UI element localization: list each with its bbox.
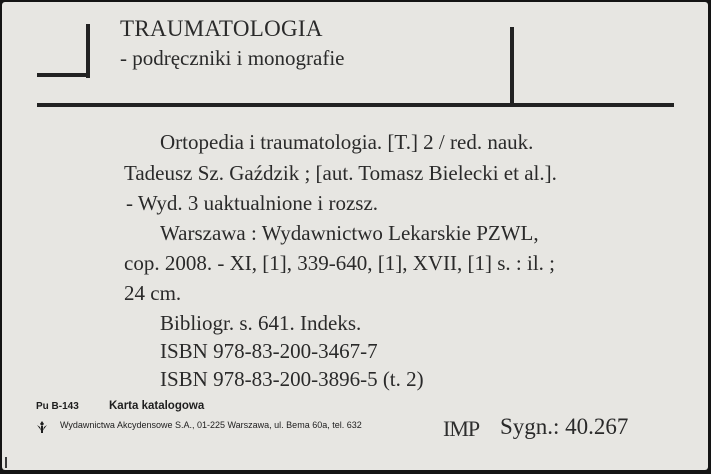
form-code: Pu B-143	[36, 401, 79, 412]
header-divider-horizontal	[37, 103, 674, 107]
subject-heading: TRAUMATOLOGIA	[120, 16, 323, 41]
call-number: Sygn.: 40.267	[500, 414, 629, 439]
catalog-card	[2, 2, 708, 470]
edge-mark	[5, 457, 7, 468]
subject-subheading: - podręczniki i monografie	[120, 46, 345, 70]
entry-line-isbn-2: ISBN 978-83-200-3896-5 (t. 2)	[160, 367, 424, 391]
publisher-logo-icon	[35, 420, 49, 434]
form-title: Karta katalogowa	[109, 400, 205, 412]
entry-line-notes: Bibliogr. s. 641. Indeks.	[160, 311, 362, 335]
publisher-imprint: Wydawnictwa Akcydensowe S.A., 01-225 Warszawa, ul. Bema 60a, tel. 632	[60, 420, 362, 430]
corner-mark-vertical	[86, 24, 90, 78]
header-divider-vertical	[510, 27, 514, 107]
entry-line-title: Ortopedia i traumatologia. [T.] 2 / red. nauk.	[160, 130, 534, 154]
imp-stamp: IMP	[443, 416, 480, 441]
entry-line-publisher: Warszawa : Wydawnictwo Lekarskie PZWL,	[160, 221, 539, 245]
entry-line-authors: Tadeusz Sz. Gaździk ; [aut. Tomasz Bielecki et al.].	[124, 161, 557, 185]
corner-mark-horizontal	[37, 73, 90, 77]
entry-line-size: 24 cm.	[124, 281, 182, 305]
entry-line-pagination: cop. 2008. - XI, [1], 339-640, [1], XVII, [1] s. : il. ;	[124, 251, 556, 275]
entry-line-isbn-1: ISBN 978-83-200-3467-7	[160, 339, 378, 363]
entry-line-edition: - Wyd. 3 uaktualnione i rozsz.	[126, 191, 379, 215]
